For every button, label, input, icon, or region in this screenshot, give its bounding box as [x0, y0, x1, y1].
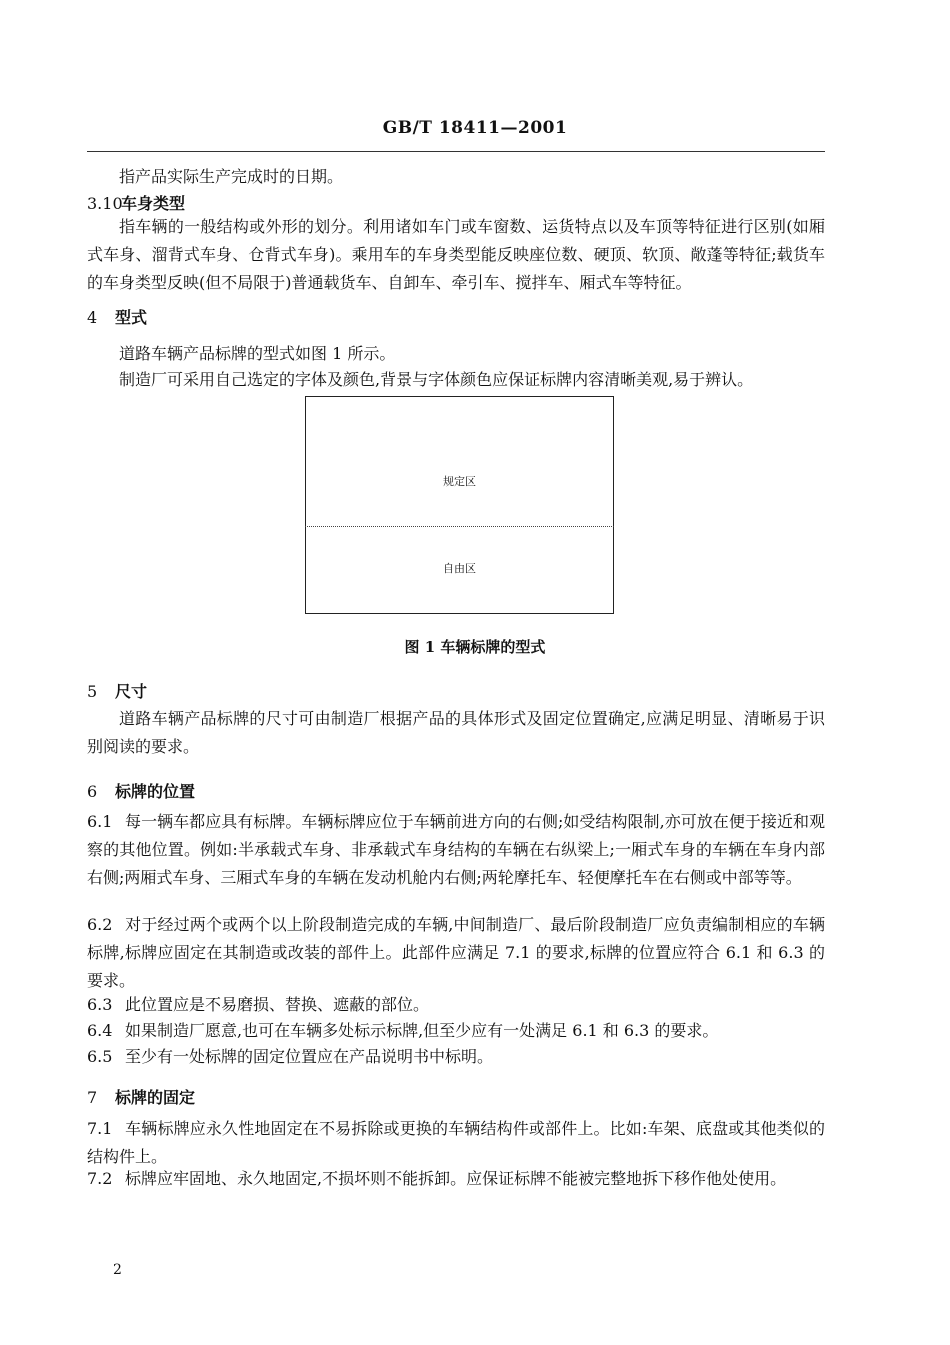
nameplate-figure-frame [305, 396, 614, 614]
section-3-10-heading [87, 191, 185, 214]
section-number: 4 [87, 308, 98, 327]
section-title: 车身类型 [121, 194, 186, 213]
clause-text: 标牌应牢固地、永久地固定,不损坏则不能拆卸。应保证标牌不能被完整地拆下移作他处使用。 [125, 1169, 787, 1188]
clause-number: 6.3 [87, 995, 113, 1014]
clause-number: 7.1 [87, 1119, 113, 1138]
specified-zone-label: 规定区 [443, 475, 476, 488]
section-title: 标牌的固定 [115, 1088, 196, 1107]
nameplate-zone-divider [305, 526, 614, 527]
section-title: 尺寸 [115, 682, 148, 701]
section-number: 3.10 [87, 194, 123, 213]
section-number: 7 [87, 1088, 98, 1107]
continuation-text: 指产品实际生产完成时的日期。 [119, 167, 344, 186]
clause-6-1 [87, 808, 825, 892]
section-6-heading [87, 779, 195, 802]
clause-text: 车辆标牌应永久性地固定在不易拆除或更换的车辆结构件或部件上。比如:车架、底盘或其他类似的结构件上。 [87, 1119, 825, 1166]
section-5-heading [87, 679, 147, 702]
free-zone-label: 自由区 [443, 562, 476, 575]
section-number: 6 [87, 782, 98, 801]
section-title: 型式 [115, 308, 148, 327]
clause-number: 6.4 [87, 1021, 113, 1040]
clause-text: 对于经过两个或两个以上阶段制造完成的车辆,中间制造厂、最后阶段制造厂应负责编制相应的车辆标牌,标牌应固定在其制造或改装的部件上。此部件应满足 7.1 的要求,标牌的位置应符合 6.1 和 6.3 的要求。 [87, 915, 825, 990]
header-rule [87, 151, 825, 152]
clause-7-2 [87, 1165, 825, 1193]
page-number: 2 [113, 1262, 122, 1278]
clause-6-3 [87, 991, 825, 1019]
figure-caption: 图 1 车辆标牌的型式 [404, 638, 546, 656]
clause-text: 此位置应是不易磨损、替换、遮蔽的部位。 [125, 995, 430, 1014]
section-title: 标牌的位置 [115, 782, 196, 801]
section-3-10-body: 指车辆的一般结构或外形的划分。利用诸如车门或车窗数、运货特点以及车顶等特征进行区别(如厢式车身、溜背式车身、仓背式车身)。乘用车的车身类型能反映座位数、硬顶、软顶、敞蓬等特征;载货车的车身类型反映(但不局限于)普通载货车、自卸车、牵引车、搅拌车、厢式车等特征。 [87, 217, 825, 292]
section-4-heading [87, 305, 147, 328]
clause-text: 每一辆车都应具有标牌。车辆标牌应位于车辆前进方向的右侧;如受结构限制,亦可放在便于接近和观察的其他位置。例如:半承载式车身、非承载式车身结构的车辆在右纵梁上;一厢式车身的车辆在车身内部右侧;两厢式车身、三厢式车身的车辆在发动机舱内右侧;两轮摩托车、轻便摩托车在右侧或中部等等。 [87, 812, 825, 887]
section-5-body: 道路车辆产品标牌的尺寸可由制造厂根据产品的具体形式及固定位置确定,应满足明显、清晰易于识别阅读的要求。 [87, 709, 825, 756]
clause-6-5 [87, 1043, 825, 1071]
section-4-paragraph-2: 制造厂可采用自己选定的字体及颜色,背景与字体颜色应保证标牌内容清晰美观,易于辨认。 [119, 370, 754, 389]
section-7-heading [87, 1085, 195, 1108]
clause-number: 6.2 [87, 915, 113, 934]
clause-number: 6.1 [87, 812, 113, 831]
clause-text: 如果制造厂愿意,也可在车辆多处标示标牌,但至少应有一处满足 6.1 和 6.3 的要求。 [125, 1021, 719, 1040]
clause-number: 6.5 [87, 1047, 113, 1066]
document-code-header: GB/T 18411—2001 [382, 118, 568, 138]
clause-6-4 [87, 1017, 825, 1045]
section-4-paragraph-1: 道路车辆产品标牌的型式如图 1 所示。 [119, 344, 396, 363]
section-number: 5 [87, 682, 98, 701]
clause-text: 至少有一处标牌的固定位置应在产品说明书中标明。 [125, 1047, 494, 1066]
clause-number: 7.2 [87, 1169, 113, 1188]
clause-6-2 [87, 911, 825, 995]
clause-7-1 [87, 1115, 825, 1171]
